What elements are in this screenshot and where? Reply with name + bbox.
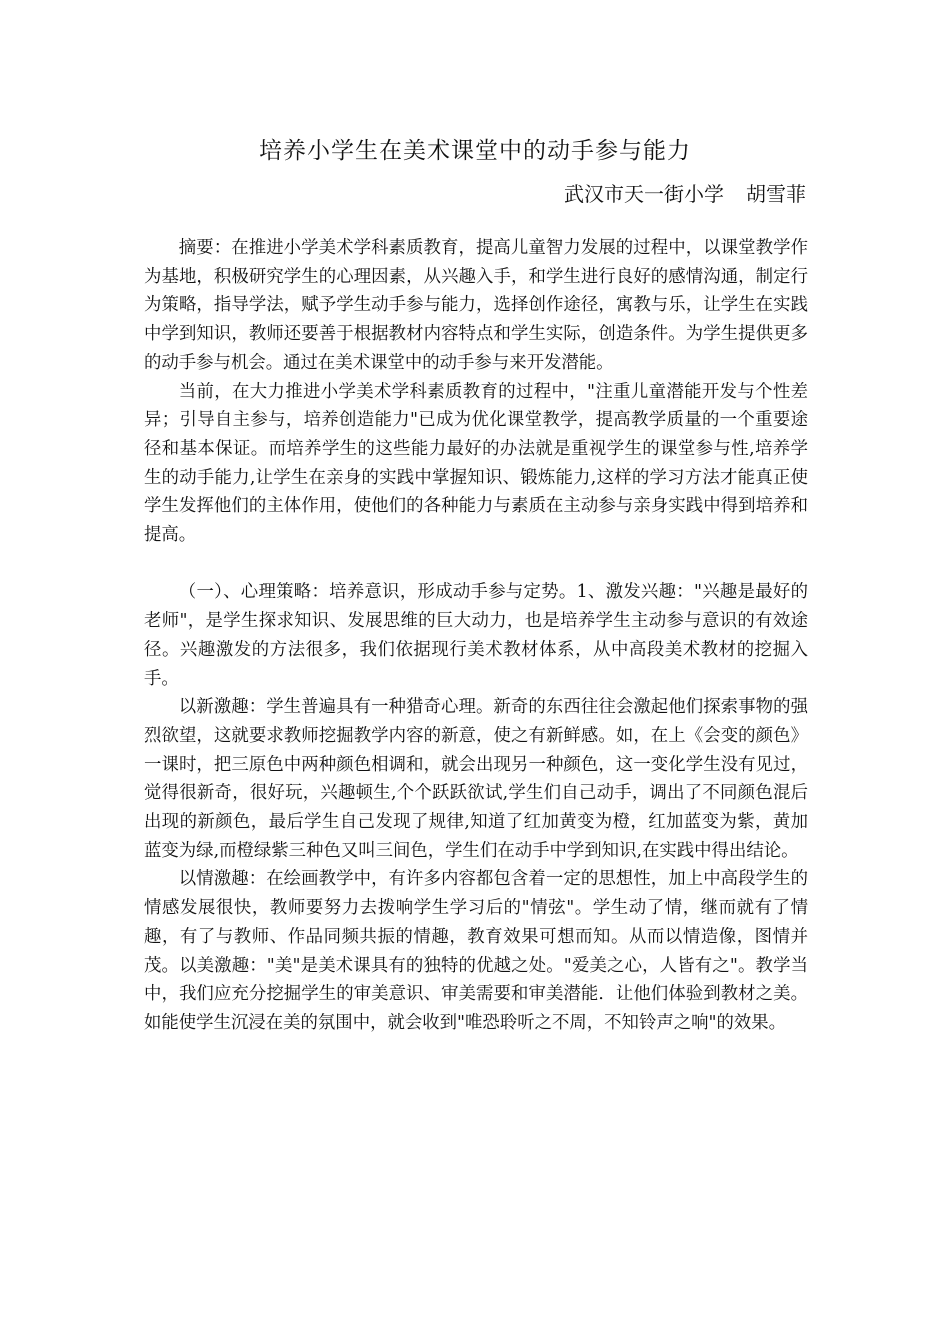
author-school: 武汉市天一街小学 <box>564 182 724 206</box>
body-paragraph: 以情激趣：在绘画教学中，有许多内容都包含着一定的思想性，加上中高段学生的情感发展很快，教师要努力去拨响学生学习后的"情弦"。学生动了情，继而就有了情趣，有了与教师、作品同频共振的情趣，教育效果可想而知。从而以情造像，图情并茂。以美激趣："美"是美术课具有的独特的优越之处。"爱美之心，人皆有之"。教学当中，我们应充分挖掘学生的审美意识、审美需要和审美潜能．让他们体验到教材之美。如能使学生沉浸在美的氛围中，就会收到"唯恐聆听之不周，不知铃声之响"的效果。 <box>144 869 808 1033</box>
paragraph-spacer <box>144 550 808 579</box>
body-paragraph: 以新激趣：学生普遍具有一种猎奇心理。新奇的东西往往会激起他们探索事物的强烈欲望，这就要求教师挖掘教学内容的新意，使之有新鲜感。如，在上《会变的颜色》一课时，把三原色中两种颜色相调和，就会出现另一种颜色，这一变化学生没有见过，觉得很新奇，很好玩，兴趣顿生,个个跃跃欲试,学生们自己动手，调出了不同颜色混后出现的新颜色，最后学生自己发现了规律,知道了红加黄变为橙，红加蓝变为紫，黄加蓝变为绿,而橙绿紫三种色又叫三间色，学生们在动手中学到知识,在实践中得出结论。 <box>144 697 808 861</box>
author-name: 胡雪菲 <box>746 182 806 206</box>
abstract-paragraph: 摘要：在推进小学美术学科素质教育，提高儿童智力发展的过程中，以课堂教学作为基地，积极研究学生的心理因素，从兴趣入手，和学生进行良好的感情沟通，制定行为策略，指导学法，赋予学生动手参与能力，选择创作途径，寓教与乐，让学生在实践中学到知识，教师还要善于根据教材内容特点和学生实际，创造条件。为学生提供更多的动手参与机会。通过在美术课堂中的动手参与来开发潜能。 <box>144 238 808 373</box>
author-byline <box>564 178 806 207</box>
body-paragraph: 当前，在大力推进小学美术学科素质教育的过程中，"注重儿童潜能开发与个性差异；引导自主参与，培养创造能力"已成为优化课堂教学，提高教学质量的一个重要途径和基本保证。而培养学生的这些能力最好的办法就是重视学生的课堂参与性,培养学生的动手能力,让学生在亲身的实践中掌握知识、锻炼能力,这样的学习方法才能真正使学生发挥他们的主体作用，使他们的各种能力与素质在主动参与亲身实践中得到培养和提高。 <box>144 381 808 546</box>
section-paragraph: （一）、心理策略：培养意识，形成动手参与定势。1、激发兴趣："兴趣是最好的老师"，是学生探求知识、发展思维的巨大动力，也是培养学生主动参与意识的有效途径。兴趣激发的方法很多，我们依据现行美术教材体系，从中高段美术教材的挖掘入手。 <box>144 582 808 689</box>
document-title: 培养小学生在美术课堂中的动手参与能力 <box>259 138 691 164</box>
document-body <box>144 234 808 1038</box>
